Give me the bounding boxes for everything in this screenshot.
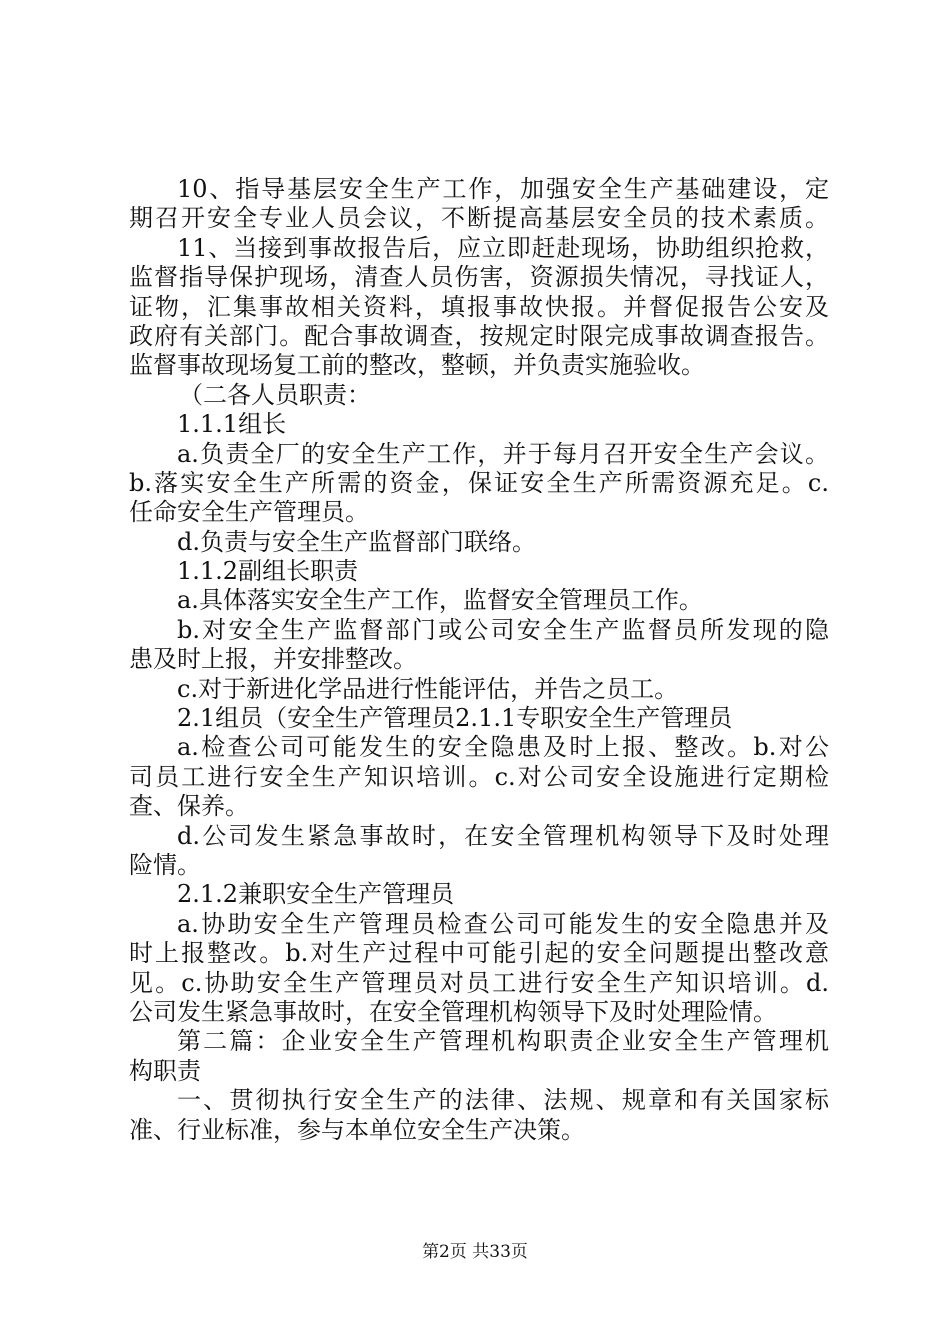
text-line: a.具体落实安全生产工作，监督安全管理员工作。 [177,586,703,615]
text-line: （二各人员职责： [179,380,371,409]
text-line: d.公司发生紧急事故时，在安全管理机构领导下及时处理 [177,821,829,850]
text-line: 10、指导基层安全生产工作，加强安全生产基础建设，定 [177,175,829,203]
text-line: 司员工进行安全生产知识培训。c.对公司安全设施进行定期检 [129,762,829,791]
text-line: 政府有关部门。配合事故调查，按规定时限完成事故调查报告。 [129,321,829,350]
text-line: 时上报整改。b.对生产过程中可能引起的安全问题提出整改意 [129,939,829,968]
text-line: 监督指导保护现场，清查人员伤害，资源损失情况，寻找证人， [129,263,829,292]
text-line: 查、保养。 [129,792,249,821]
text-line: 患及时上报，并安排整改。 [129,645,417,674]
text-line: c.对于新进化学品进行性能评估，并告之员工。 [177,674,679,703]
text-line: 11、当接到事故报告后，应立即赶赴现场，协助组织抢救， [177,233,829,262]
text-line: 任命安全生产管理员。 [129,498,369,527]
text-line: 险情。 [129,850,201,879]
text-line: 1.1.1组长 [177,410,287,439]
text-line: 监督事故现场复工前的整改，整顿，并负责实施验收。 [129,351,705,380]
document-body [129,175,829,1145]
text-line: a.检查公司可能发生的安全隐患及时上报、整改。b.对公 [177,733,829,762]
text-line: 1.1.2副组长职责 [177,557,359,586]
text-line: 构职责 [129,1056,201,1085]
text-line: a.协助安全生产管理员检查公司可能发生的安全隐患并及 [177,909,829,938]
text-line: 2.1组员（安全生产管理员2.1.1专职安全生产管理员 [177,704,733,733]
text-line: 准、行业标准，参与本单位安全生产决策。 [129,1115,585,1144]
text-line: 第二篇：企业安全生产管理机构职责企业安全生产管理机 [177,1027,829,1056]
text-line: 见。c.协助安全生产管理员对员工进行安全生产知识培训。d. [129,968,829,997]
text-line: d.负责与安全生产监督部门联络。 [177,527,536,556]
page-footer: 第2页 共33页 [422,1242,528,1262]
text-line: 2.1.2兼职安全生产管理员 [177,880,455,909]
text-line: b.对安全生产监督部门或公司安全生产监督员所发现的隐 [177,615,829,644]
text-line: b.落实安全生产所需的资金，保证安全生产所需资源充足。c. [129,468,829,497]
text-line: 一、贯彻执行安全生产的法律、法规、规章和有关国家标 [177,1086,829,1115]
text-line: a.负责全厂的安全生产工作，并于每月召开安全生产会议。 [177,439,829,468]
text-line: 期召开安全专业人员会议，不断提高基层安全员的技术素质。 [129,204,829,233]
text-line: 公司发生紧急事故时，在安全管理机构领导下及时处理险情。 [129,997,777,1026]
text-line: 证物，汇集事故相关资料，填报事故快报。并督促报告公安及 [129,292,829,321]
